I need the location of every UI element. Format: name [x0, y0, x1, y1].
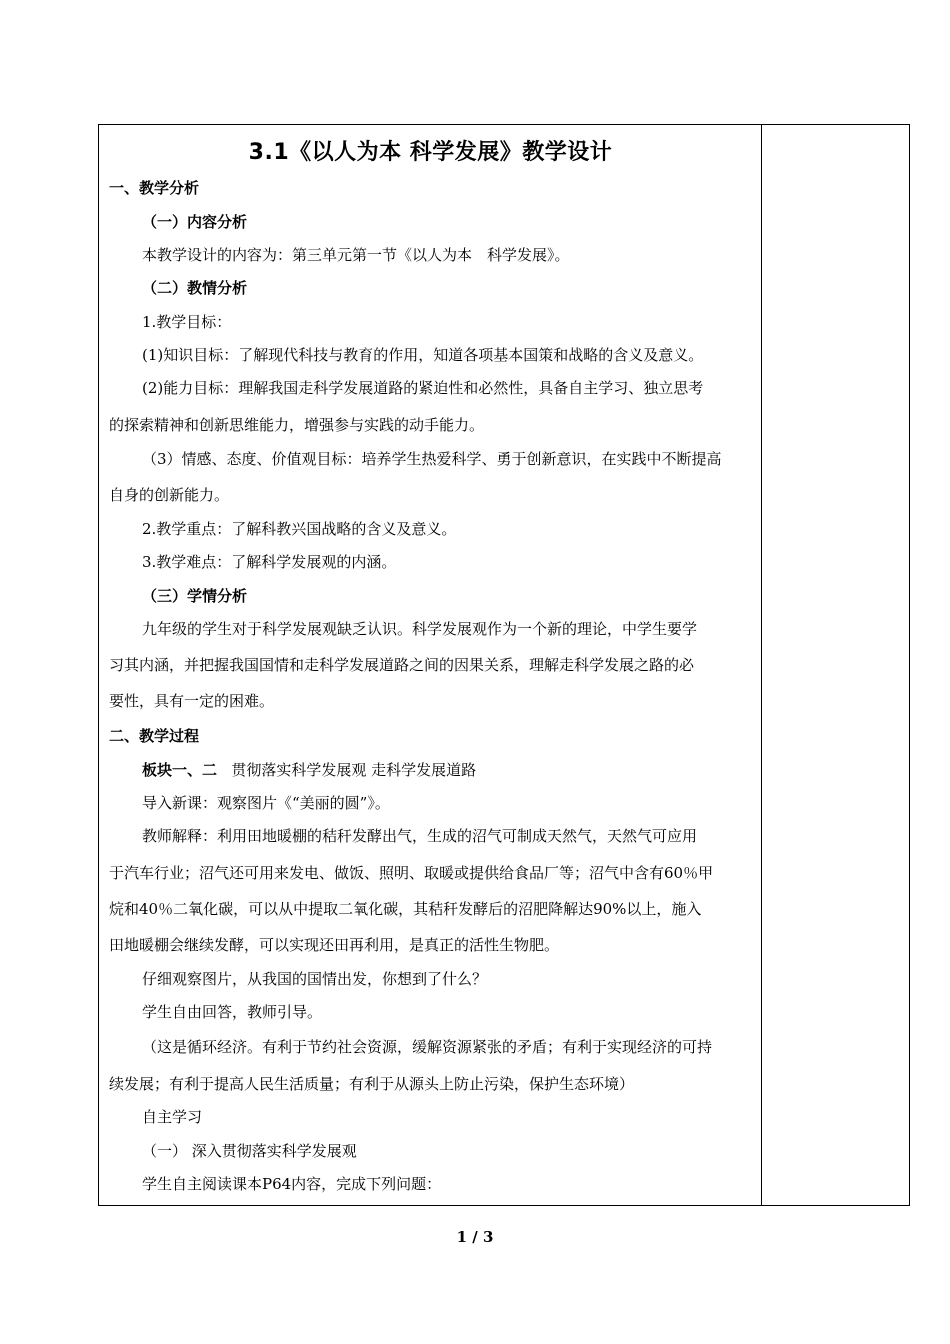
paragraph-line: 续发展；有利于提高人民生活质量；有利于从源头上防止污染，保护生态环境） [109, 1075, 635, 1093]
document-table [98, 124, 910, 1206]
content-cell [99, 125, 762, 1205]
paragraph-line: 习其内涵，并把握我国国情和走科学发展道路之间的因果关系，理解走科学发展之路的必 [109, 656, 695, 674]
paragraph-line: 于汽车行业；沼气还可用来发电、做饭、照明、取暖或提供给食品厂等；沼气中含有60％甲 [109, 864, 714, 882]
paragraph-line: 要性，具有一定的困难。 [109, 692, 275, 710]
paragraph-line: 九年级的学生对于科学发展观缺乏认识。科学发展观作为一个新的理论，中学生要学 [142, 620, 698, 638]
paragraph-line: 学生自主阅读课本P64内容，完成下列问题： [142, 1175, 442, 1193]
paragraph-line: （一） 深入贯彻落实科学发展观 [142, 1142, 357, 1160]
paragraph-line: 仔细观察图片，从我国的国情出发，你想到了什么？ [142, 970, 488, 988]
block-heading-line [142, 760, 476, 780]
block-label: 板块一、二 [142, 761, 218, 779]
paragraph-line: 自主学习 [142, 1108, 203, 1126]
subsection-heading: （一）内容分析 [142, 213, 248, 231]
subsection-heading: （三）学情分析 [142, 587, 248, 605]
block-title: 贯彻落实科学发展观 走科学发展道路 [231, 761, 477, 779]
paragraph-line: 自身的创新能力。 [109, 486, 230, 504]
paragraph-line: 学生自由回答，教师引导。 [142, 1003, 323, 1021]
paragraph-line: 田地暖棚会继续发酵，可以实现还田再利用，是真正的活性生物肥。 [109, 936, 560, 954]
section-heading: 一、教学分析 [109, 179, 200, 197]
paragraph-line: 3.教学难点：了解科学发展观的内涵。 [142, 553, 397, 571]
document-title: 3.1《以人为本 科学发展》教学设计 [248, 140, 613, 165]
paragraph-line: 烷和40％二氧化碳，可以从中提取二氧化碳，其秸秆发酵后的沼肥降解达90%以上，施入 [109, 900, 702, 918]
paragraph-line: 教师解释：利用田地暖棚的秸秆发酵出气，生成的沼气可制成天然气，天然气可应用 [142, 827, 698, 845]
paragraph-line: (2)能力目标：理解我国走科学发展道路的紧迫性和必然性，具备自主学习、独立思考 [142, 379, 704, 397]
paragraph-line: 本教学设计的内容为：第三单元第一节《以人为本 科学发展》。 [142, 246, 570, 264]
paragraph-line: (1)知识目标：了解现代科技与教育的作用，知道各项基本国策和战略的含义及意义。 [142, 346, 704, 364]
paragraph-line: 导入新课：观察图片《“美丽的圆”》。 [142, 794, 390, 812]
subsection-heading: （二）教情分析 [142, 279, 248, 297]
paragraph-line: 1.教学目标： [142, 313, 232, 331]
notes-cell [762, 125, 909, 1205]
paragraph-line: （3）情感、态度、价值观目标：培养学生热爱科学、勇于创新意识，在实践中不断提高 [142, 450, 722, 468]
paragraph-line: （这是循环经济。有利于节约社会资源，缓解资源紧张的矛盾；有利于实现经济的可持 [142, 1038, 713, 1056]
page-number: 1 / 3 [456, 1228, 494, 1246]
paragraph-line: 的探索精神和创新思维能力，增强参与实践的动手能力。 [109, 416, 485, 434]
section-heading: 二、教学过程 [109, 727, 200, 745]
paragraph-line: 2.教学重点：了解科教兴国战略的含义及意义。 [142, 520, 457, 538]
